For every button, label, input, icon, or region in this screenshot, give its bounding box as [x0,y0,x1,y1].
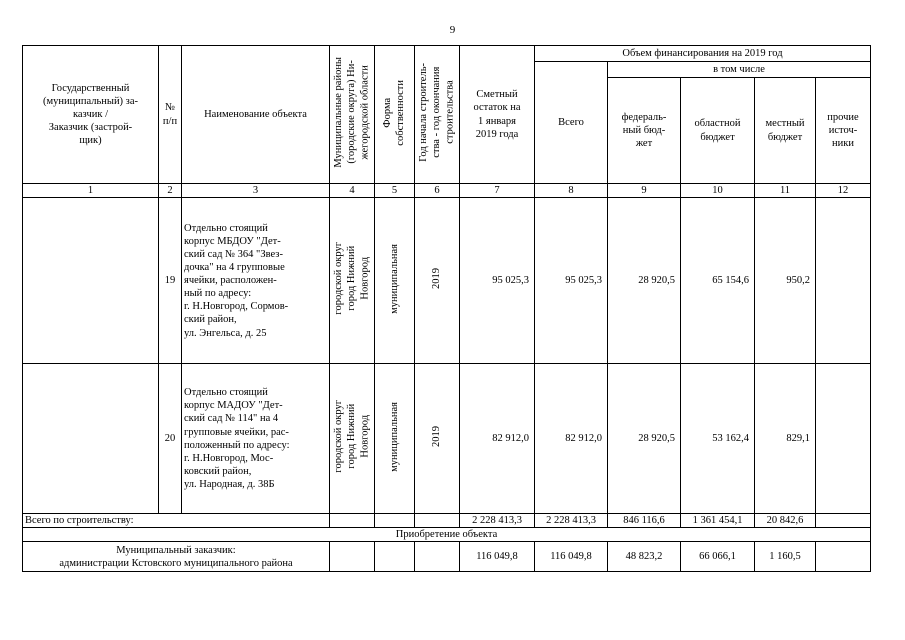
header-ownership: Форма собственности [382,79,407,146]
column-number: 10 [681,184,755,198]
column-number: 8 [535,184,608,198]
header-object-name: Наименование объекта [182,46,330,184]
row-total: 82 912,0 [535,364,608,514]
construction-total-label: Всего по строительству: [23,514,330,528]
header-districts: Муниципальные районы (городские округа) Ни- жегородской области [333,57,371,168]
header-years: Год начала строитель- ства - год окончания строительства [418,63,456,162]
column-number: 2 [159,184,182,198]
empty-cell [816,514,871,528]
row-estimate: 95 025,3 [460,198,535,364]
header-estimate: Сметный остаток на 1 января 2019 года [460,46,535,184]
row-federal: 28 920,5 [608,198,681,364]
header-regional: областной бюджет [681,78,755,184]
row-customer [23,198,159,364]
row-district-cell [330,198,375,364]
header-federal: федераль- ный бюд- жет [608,78,681,184]
empty-cell [375,542,415,572]
row-other [816,364,871,514]
row-ownership: муниципальная [388,243,400,314]
acquisition-section-title: Приобретение объекта [23,528,871,542]
row-ownership-cell [375,198,415,364]
column-number: 4 [330,184,375,198]
table-row [23,364,871,514]
row-local: 950,2 [755,198,816,364]
header-total: Всего [535,62,608,184]
acquisition-local: 1 160,5 [755,542,816,572]
construction-total-local: 20 842,6 [755,514,816,528]
header-other: прочие источ- ники [816,78,871,184]
page-number: 9 [449,24,456,36]
acquisition-section-row [23,528,871,542]
acquisition-federal: 48 823,2 [608,542,681,572]
construction-total-federal: 846 116,6 [608,514,681,528]
column-number: 7 [460,184,535,198]
column-number: 1 [23,184,159,198]
header-including: в том числе [608,62,871,78]
header-districts-cell [330,46,375,184]
row-other [816,198,871,364]
row-ownership-cell [375,364,415,514]
empty-cell [816,542,871,572]
row-district-cell [330,364,375,514]
row-local: 829,1 [755,364,816,514]
header-financing-title: Объем финансирования на 2019 год [535,46,871,62]
empty-cell [330,542,375,572]
header-ownership-cell [375,46,415,184]
column-number: 11 [755,184,816,198]
row-object-name: Отдельно стоящий корпус МБДОУ "Дет- ский сад № 364 "Звез- дочка" на 4 групповые ячейки, расположен- ный по адресу: г. Н.Новгород, Сормов- ский район, ул. Энгельса, д. 25 [182,198,330,364]
column-number: 9 [608,184,681,198]
table-row [23,198,871,364]
construction-total-row [23,514,871,528]
acquisition-customer: Муниципальный заказчик: администрации Кстовского муниципального района [23,542,330,572]
row-year: 2019 [431,426,443,448]
empty-cell [375,514,415,528]
row-year-cell [415,364,460,514]
column-number: 5 [375,184,415,198]
column-number: 3 [182,184,330,198]
header-years-cell [415,46,460,184]
financing-table [22,45,871,572]
header-num: № п/п [159,46,182,184]
acquisition-regional: 66 066,1 [681,542,755,572]
construction-total-total: 2 228 413,3 [535,514,608,528]
empty-cell [415,514,460,528]
header-local: местный бюджет [755,78,816,184]
row-year: 2019 [431,268,443,290]
header-row-1 [23,46,871,62]
row-num: 19 [159,198,182,364]
column-number: 12 [816,184,871,198]
construction-total-estimate: 2 228 413,3 [460,514,535,528]
row-estimate: 82 912,0 [460,364,535,514]
acquisition-row [23,542,871,572]
header-customer: Государственный (муниципальный) за- казчик / Заказчик (застрой- щик) [23,46,159,184]
row-federal: 28 920,5 [608,364,681,514]
column-number: 6 [415,184,460,198]
construction-total-regional: 1 361 454,1 [681,514,755,528]
acquisition-estimate: 116 049,8 [460,542,535,572]
row-total: 95 025,3 [535,198,608,364]
row-object-name: Отдельно стоящий корпус МАДОУ "Дет- ский сад № 114" на 4 групповые ячейки, рас- положенный по адресу: г. Н.Новгород, Мос- ковский район, ул. Народная, д. 38Б [182,364,330,514]
row-regional: 65 154,6 [681,198,755,364]
row-year-cell [415,198,460,364]
row-customer [23,364,159,514]
row-ownership: муниципальная [388,401,400,472]
row-district: городской округ город Нижний Новгород [333,242,371,315]
column-numbers-row [23,184,871,198]
row-num: 20 [159,364,182,514]
empty-cell [415,542,460,572]
empty-cell [330,514,375,528]
acquisition-total: 116 049,8 [535,542,608,572]
row-district: городской округ город Нижний Новгород [333,400,371,473]
row-regional: 53 162,4 [681,364,755,514]
